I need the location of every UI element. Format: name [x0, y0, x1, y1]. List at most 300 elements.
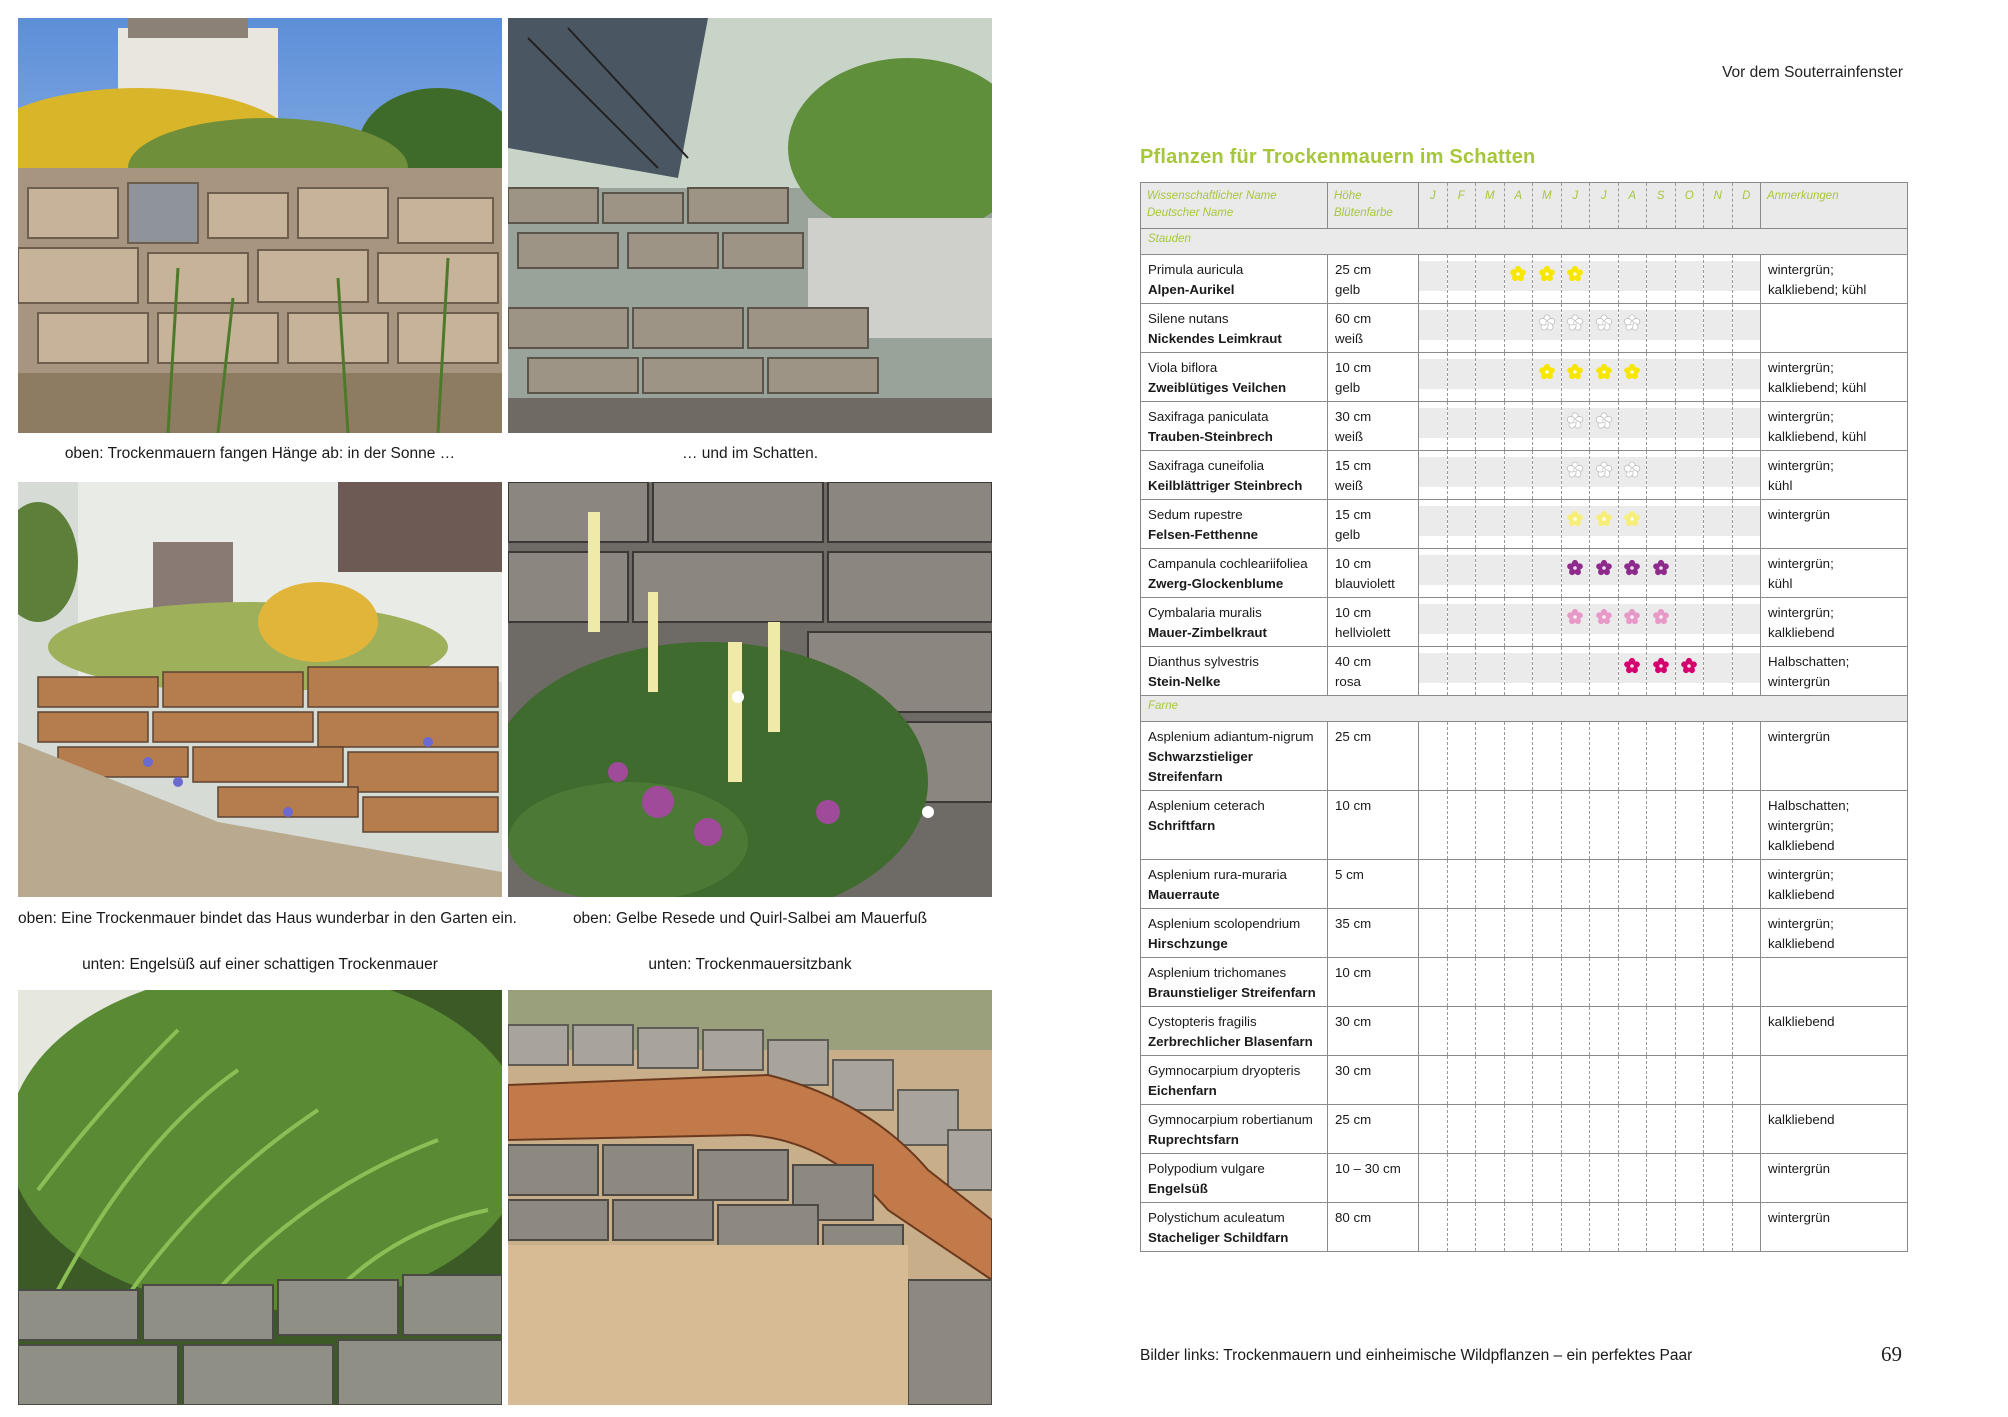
- month-cell: [1618, 402, 1647, 451]
- month-cell: [1504, 598, 1533, 647]
- plant-name-cell: [1141, 451, 1328, 500]
- month-shade: [1676, 408, 1704, 438]
- month-shade: [1448, 457, 1476, 487]
- scientific-name: Campanula cochleariifoliea: [1148, 556, 1308, 571]
- month-cell: [1561, 909, 1590, 958]
- bloom-color-label: blauviolett: [1335, 576, 1395, 591]
- table-body: [1141, 229, 1908, 1252]
- bloom-mark: [1595, 559, 1613, 582]
- month-cell: [1504, 353, 1533, 402]
- month-shade: [1533, 604, 1561, 634]
- month-cell: [1419, 500, 1448, 549]
- month-cell: [1704, 647, 1733, 696]
- plant-name-cell: [1141, 958, 1328, 1007]
- month-shade: [1419, 457, 1447, 487]
- month-shade: [1419, 653, 1447, 683]
- month-cell: [1618, 909, 1647, 958]
- bloom-mark: [1595, 608, 1613, 631]
- month-cell: [1561, 304, 1590, 353]
- plant-height: 10 cm: [1335, 965, 1372, 980]
- month-cell: [1533, 549, 1562, 598]
- german-name: Ruprechtsfarn: [1148, 1132, 1239, 1147]
- month-cell: [1647, 255, 1676, 304]
- german-name: Schwarzstieliger: [1148, 749, 1253, 764]
- bloom-mark: [1566, 412, 1584, 435]
- flower-icon: [1595, 461, 1613, 479]
- month-cell: [1419, 255, 1448, 304]
- month-shade: [1476, 408, 1504, 438]
- scientific-name: Asplenium scolopendrium: [1148, 916, 1301, 931]
- month-cell: [1476, 1056, 1505, 1105]
- month-shade: [1476, 653, 1504, 683]
- bloom-mark: [1566, 510, 1584, 533]
- month-cell: [1533, 860, 1562, 909]
- month-cell: [1504, 1056, 1533, 1105]
- header-month: S: [1647, 183, 1676, 229]
- bloom-mark: [1566, 363, 1584, 386]
- height-cell: [1328, 304, 1419, 353]
- height-cell: [1328, 1007, 1419, 1056]
- month-cell: [1704, 1105, 1733, 1154]
- plant-name-cell: [1141, 860, 1328, 909]
- month-cell: [1732, 1203, 1761, 1252]
- plant-height: 30 cm: [1335, 1014, 1372, 1029]
- scientific-name: Saxifraga cuneifolia: [1148, 458, 1265, 473]
- month-cell: [1533, 647, 1562, 696]
- table-row: [1141, 647, 1908, 696]
- scientific-name: Saxifraga paniculata: [1148, 409, 1269, 424]
- month-cell: [1590, 353, 1619, 402]
- month-cell: [1504, 1105, 1533, 1154]
- month-cell: [1732, 1105, 1761, 1154]
- month-cell: [1618, 304, 1647, 353]
- table-row: [1141, 304, 1908, 353]
- german-name: Alpen-Aurikel: [1148, 282, 1235, 297]
- plant-table: [1140, 182, 1908, 1252]
- month-cell: [1618, 1007, 1647, 1056]
- month-shade: [1533, 408, 1561, 438]
- bloom-color-label: gelb: [1335, 527, 1361, 542]
- month-cell: [1618, 549, 1647, 598]
- month-cell: [1504, 402, 1533, 451]
- month-cell: [1561, 598, 1590, 647]
- flower-icon: [1538, 265, 1556, 283]
- plant-height: 25 cm: [1335, 729, 1372, 744]
- flower-icon: [1566, 559, 1584, 577]
- month-cell: [1419, 353, 1448, 402]
- german-name: Trauben-Steinbrech: [1148, 429, 1273, 444]
- month-cell: [1732, 1154, 1761, 1203]
- plant-name-cell: [1141, 722, 1328, 791]
- height-cell: [1328, 860, 1419, 909]
- height-cell: [1328, 549, 1419, 598]
- plant-name-cell: [1141, 1105, 1328, 1154]
- german-name: Streifenfarn: [1148, 769, 1223, 784]
- month-cell: [1476, 958, 1505, 1007]
- month-cell: [1504, 549, 1533, 598]
- bloom-mark: [1623, 510, 1641, 533]
- month-cell: [1704, 451, 1733, 500]
- flower-icon: [1566, 265, 1584, 283]
- month-shade: [1533, 457, 1561, 487]
- plant-name-cell: [1141, 549, 1328, 598]
- flower-icon: [1566, 510, 1584, 528]
- caption-mid-right: oben: Gelbe Resede und Quirl-Salbei am Mauerfuß: [572, 910, 928, 927]
- note-text: Halbschatten;: [1768, 798, 1850, 813]
- month-cell: [1590, 1105, 1619, 1154]
- month-shade: [1476, 310, 1504, 340]
- header-month: J: [1590, 183, 1619, 229]
- month-shade: [1676, 359, 1704, 389]
- flower-icon: [1652, 657, 1670, 675]
- table-row: [1141, 549, 1908, 598]
- month-cell: [1419, 722, 1448, 791]
- height-cell: [1328, 1105, 1419, 1154]
- note-text: kühl: [1768, 478, 1793, 493]
- notes-cell: [1761, 1105, 1908, 1154]
- month-cell: [1476, 860, 1505, 909]
- month-shade: [1619, 261, 1647, 291]
- month-cell: [1732, 1056, 1761, 1105]
- month-cell: [1447, 958, 1476, 1007]
- note-text: kühl: [1768, 576, 1793, 591]
- month-shade: [1476, 506, 1504, 536]
- notes-cell: [1761, 860, 1908, 909]
- plant-name-cell: [1141, 255, 1328, 304]
- plant-name-cell: [1141, 304, 1328, 353]
- month-cell: [1533, 909, 1562, 958]
- month-cell: [1618, 451, 1647, 500]
- month-shade: [1647, 506, 1675, 536]
- month-cell: [1447, 909, 1476, 958]
- note-text: wintergrün: [1768, 1161, 1831, 1176]
- month-cell: [1504, 722, 1533, 791]
- month-cell: [1561, 402, 1590, 451]
- bloom-mark: [1538, 363, 1556, 386]
- month-cell: [1618, 1105, 1647, 1154]
- month-shade: [1448, 555, 1476, 585]
- german-name: Hirschzunge: [1148, 936, 1228, 951]
- flower-icon: [1566, 363, 1584, 381]
- month-shade: [1733, 310, 1761, 340]
- height-cell: [1328, 353, 1419, 402]
- month-cell: [1704, 500, 1733, 549]
- month-cell: [1704, 598, 1733, 647]
- table-row: [1141, 1203, 1908, 1252]
- month-cell: [1675, 1105, 1704, 1154]
- table-header-row: [1141, 183, 1908, 229]
- notes-cell: [1761, 451, 1908, 500]
- scientific-name: Gymnocarpium robertianum: [1148, 1112, 1313, 1127]
- month-cell: [1504, 1203, 1533, 1252]
- header-height-label: Höhe: [1334, 190, 1362, 202]
- month-cell: [1704, 1007, 1733, 1056]
- flower-icon: [1652, 608, 1670, 626]
- month-cell: [1732, 255, 1761, 304]
- notes-cell: [1761, 353, 1908, 402]
- notes-cell: [1761, 958, 1908, 1007]
- table-row: [1141, 255, 1908, 304]
- bloom-mark: [1566, 314, 1584, 337]
- month-cell: [1647, 722, 1676, 791]
- note-text: kalkliebend: [1768, 936, 1835, 951]
- month-shade: [1533, 653, 1561, 683]
- month-shade: [1419, 359, 1447, 389]
- scientific-name: Polypodium vulgare: [1148, 1161, 1265, 1176]
- month-shade: [1676, 457, 1704, 487]
- bloom-mark: [1595, 363, 1613, 386]
- month-cell: [1647, 1203, 1676, 1252]
- plant-height: 25 cm: [1335, 262, 1372, 277]
- month-cell: [1590, 958, 1619, 1007]
- header-month: M: [1476, 183, 1505, 229]
- month-cell: [1618, 1056, 1647, 1105]
- photo-dry-wall-shade: [508, 18, 992, 433]
- plant-name-cell: [1141, 402, 1328, 451]
- header-month: D: [1732, 183, 1761, 229]
- month-shade: [1590, 653, 1618, 683]
- month-cell: [1447, 255, 1476, 304]
- month-cell: [1476, 1154, 1505, 1203]
- month-cell: [1419, 451, 1448, 500]
- note-text: wintergrün;: [1768, 409, 1834, 424]
- bloom-mark: [1623, 461, 1641, 484]
- bloom-mark: [1566, 461, 1584, 484]
- month-cell: [1647, 1007, 1676, 1056]
- month-cell: [1561, 1007, 1590, 1056]
- month-cell: [1533, 958, 1562, 1007]
- month-cell: [1533, 402, 1562, 451]
- plant-height: 35 cm: [1335, 916, 1372, 931]
- month-cell: [1476, 353, 1505, 402]
- flower-icon: [1566, 461, 1584, 479]
- header-name-sci: Wissenschaftlicher Name: [1147, 190, 1277, 202]
- flower-icon: [1652, 559, 1670, 577]
- height-cell: [1328, 1203, 1419, 1252]
- month-cell: [1561, 722, 1590, 791]
- month-cell: [1732, 958, 1761, 1007]
- photo-wall-bench: [508, 990, 992, 1405]
- month-cell: [1447, 402, 1476, 451]
- month-cell: [1476, 451, 1505, 500]
- notes-cell: [1761, 549, 1908, 598]
- month-shade: [1505, 506, 1533, 536]
- month-cell: [1419, 791, 1448, 860]
- month-shade: [1419, 555, 1447, 585]
- month-cell: [1704, 402, 1733, 451]
- month-shade: [1733, 261, 1761, 291]
- table-row: [1141, 958, 1908, 1007]
- bloom-mark: [1623, 363, 1641, 386]
- flower-icon: [1595, 608, 1613, 626]
- month-cell: [1647, 909, 1676, 958]
- month-cell: [1675, 722, 1704, 791]
- month-cell: [1675, 255, 1704, 304]
- flower-icon: [1623, 608, 1641, 626]
- month-cell: [1561, 1154, 1590, 1203]
- month-shade: [1676, 604, 1704, 634]
- month-cell: [1533, 1203, 1562, 1252]
- month-cell: [1447, 353, 1476, 402]
- month-shade: [1647, 359, 1675, 389]
- month-cell: [1732, 722, 1761, 791]
- month-shade: [1647, 261, 1675, 291]
- flower-icon: [1623, 314, 1641, 332]
- month-shade: [1505, 408, 1533, 438]
- note-text: wintergrün: [1768, 674, 1831, 689]
- month-cell: [1476, 500, 1505, 549]
- month-cell: [1561, 1056, 1590, 1105]
- month-shade: [1704, 506, 1732, 536]
- month-cell: [1419, 1007, 1448, 1056]
- month-cell: [1504, 500, 1533, 549]
- note-text: wintergrün;: [1768, 867, 1834, 882]
- month-cell: [1675, 647, 1704, 696]
- plant-name-cell: [1141, 353, 1328, 402]
- german-name: Schriftfarn: [1148, 818, 1216, 833]
- bloom-mark: [1652, 559, 1670, 582]
- month-cell: [1504, 860, 1533, 909]
- month-shade: [1448, 653, 1476, 683]
- month-cell: [1647, 860, 1676, 909]
- german-name: Mauerraute: [1148, 887, 1220, 902]
- notes-cell: [1761, 304, 1908, 353]
- month-cell: [1647, 958, 1676, 1007]
- month-cell: [1533, 451, 1562, 500]
- german-name: Braunstieliger Streifenfarn: [1148, 985, 1316, 1000]
- month-cell: [1533, 1007, 1562, 1056]
- month-cell: [1704, 304, 1733, 353]
- notes-cell: [1761, 402, 1908, 451]
- bloom-color-label: gelb: [1335, 282, 1361, 297]
- header-height: [1328, 183, 1419, 229]
- page-number: 69: [1881, 1342, 1902, 1366]
- month-cell: [1732, 860, 1761, 909]
- month-shade: [1505, 604, 1533, 634]
- plant-height: 10 cm: [1335, 605, 1372, 620]
- month-cell: [1675, 500, 1704, 549]
- month-cell: [1476, 304, 1505, 353]
- flower-icon: [1595, 412, 1613, 430]
- month-cell: [1618, 500, 1647, 549]
- month-cell: [1590, 549, 1619, 598]
- notes-cell: [1761, 909, 1908, 958]
- header-month: O: [1675, 183, 1704, 229]
- month-cell: [1447, 500, 1476, 549]
- month-shade: [1704, 653, 1732, 683]
- height-cell: [1328, 958, 1419, 1007]
- month-cell: [1618, 255, 1647, 304]
- height-cell: [1328, 647, 1419, 696]
- month-shade: [1733, 555, 1761, 585]
- flower-icon: [1538, 363, 1556, 381]
- flower-icon: [1595, 314, 1613, 332]
- month-cell: [1419, 549, 1448, 598]
- month-cell: [1732, 500, 1761, 549]
- month-cell: [1590, 402, 1619, 451]
- month-cell: [1419, 402, 1448, 451]
- month-cell: [1476, 1203, 1505, 1252]
- month-cell: [1704, 909, 1733, 958]
- table-row: [1141, 909, 1908, 958]
- month-cell: [1618, 791, 1647, 860]
- month-cell: [1561, 647, 1590, 696]
- month-cell: [1732, 791, 1761, 860]
- month-cell: [1590, 791, 1619, 860]
- month-cell: [1590, 647, 1619, 696]
- month-cell: [1419, 1056, 1448, 1105]
- month-cell: [1533, 1105, 1562, 1154]
- month-shade: [1704, 457, 1732, 487]
- plant-height: 40 cm: [1335, 654, 1372, 669]
- flower-icon: [1566, 314, 1584, 332]
- table-row: [1141, 860, 1908, 909]
- bloom-color-label: weiß: [1335, 429, 1364, 444]
- table-row: [1141, 1105, 1908, 1154]
- month-cell: [1647, 549, 1676, 598]
- month-shade: [1733, 359, 1761, 389]
- month-shade: [1647, 457, 1675, 487]
- month-cell: [1561, 860, 1590, 909]
- flower-icon: [1566, 608, 1584, 626]
- month-shade: [1704, 359, 1732, 389]
- month-cell: [1732, 304, 1761, 353]
- plant-height: 10 cm: [1335, 798, 1372, 813]
- table-group-row: [1141, 696, 1908, 722]
- month-cell: [1504, 255, 1533, 304]
- month-cell: [1704, 255, 1733, 304]
- scientific-name: Dianthus sylvestris: [1148, 654, 1259, 669]
- month-shade: [1419, 604, 1447, 634]
- month-shade: [1647, 310, 1675, 340]
- german-name: Eichenfarn: [1148, 1083, 1217, 1098]
- month-cell: [1561, 353, 1590, 402]
- month-cell: [1476, 1105, 1505, 1154]
- month-shade: [1704, 408, 1732, 438]
- month-cell: [1447, 598, 1476, 647]
- table-row: [1141, 500, 1908, 549]
- month-cell: [1533, 722, 1562, 791]
- month-shade: [1419, 261, 1447, 291]
- month-cell: [1504, 958, 1533, 1007]
- header-name-de: Deutscher Name: [1147, 207, 1234, 219]
- month-cell: [1533, 255, 1562, 304]
- height-cell: [1328, 909, 1419, 958]
- month-shade: [1733, 604, 1761, 634]
- running-head: Vor dem Souterrainfenster: [1722, 64, 1903, 81]
- month-cell: [1704, 549, 1733, 598]
- month-shade: [1619, 408, 1647, 438]
- month-cell: [1647, 1056, 1676, 1105]
- month-cell: [1675, 549, 1704, 598]
- month-cell: [1476, 549, 1505, 598]
- month-cell: [1476, 791, 1505, 860]
- month-cell: [1419, 860, 1448, 909]
- month-cell: [1561, 255, 1590, 304]
- notes-cell: [1761, 500, 1908, 549]
- month-cell: [1675, 1203, 1704, 1252]
- notes-cell: [1761, 1203, 1908, 1252]
- month-shade: [1533, 555, 1561, 585]
- month-cell: [1704, 791, 1733, 860]
- bloom-mark: [1595, 510, 1613, 533]
- bloom-mark: [1623, 559, 1641, 582]
- bloom-mark: [1538, 314, 1556, 337]
- month-shade: [1733, 506, 1761, 536]
- german-name: Mauer-Zimbelkraut: [1148, 625, 1267, 640]
- bloom-mark: [1566, 265, 1584, 288]
- month-cell: [1504, 909, 1533, 958]
